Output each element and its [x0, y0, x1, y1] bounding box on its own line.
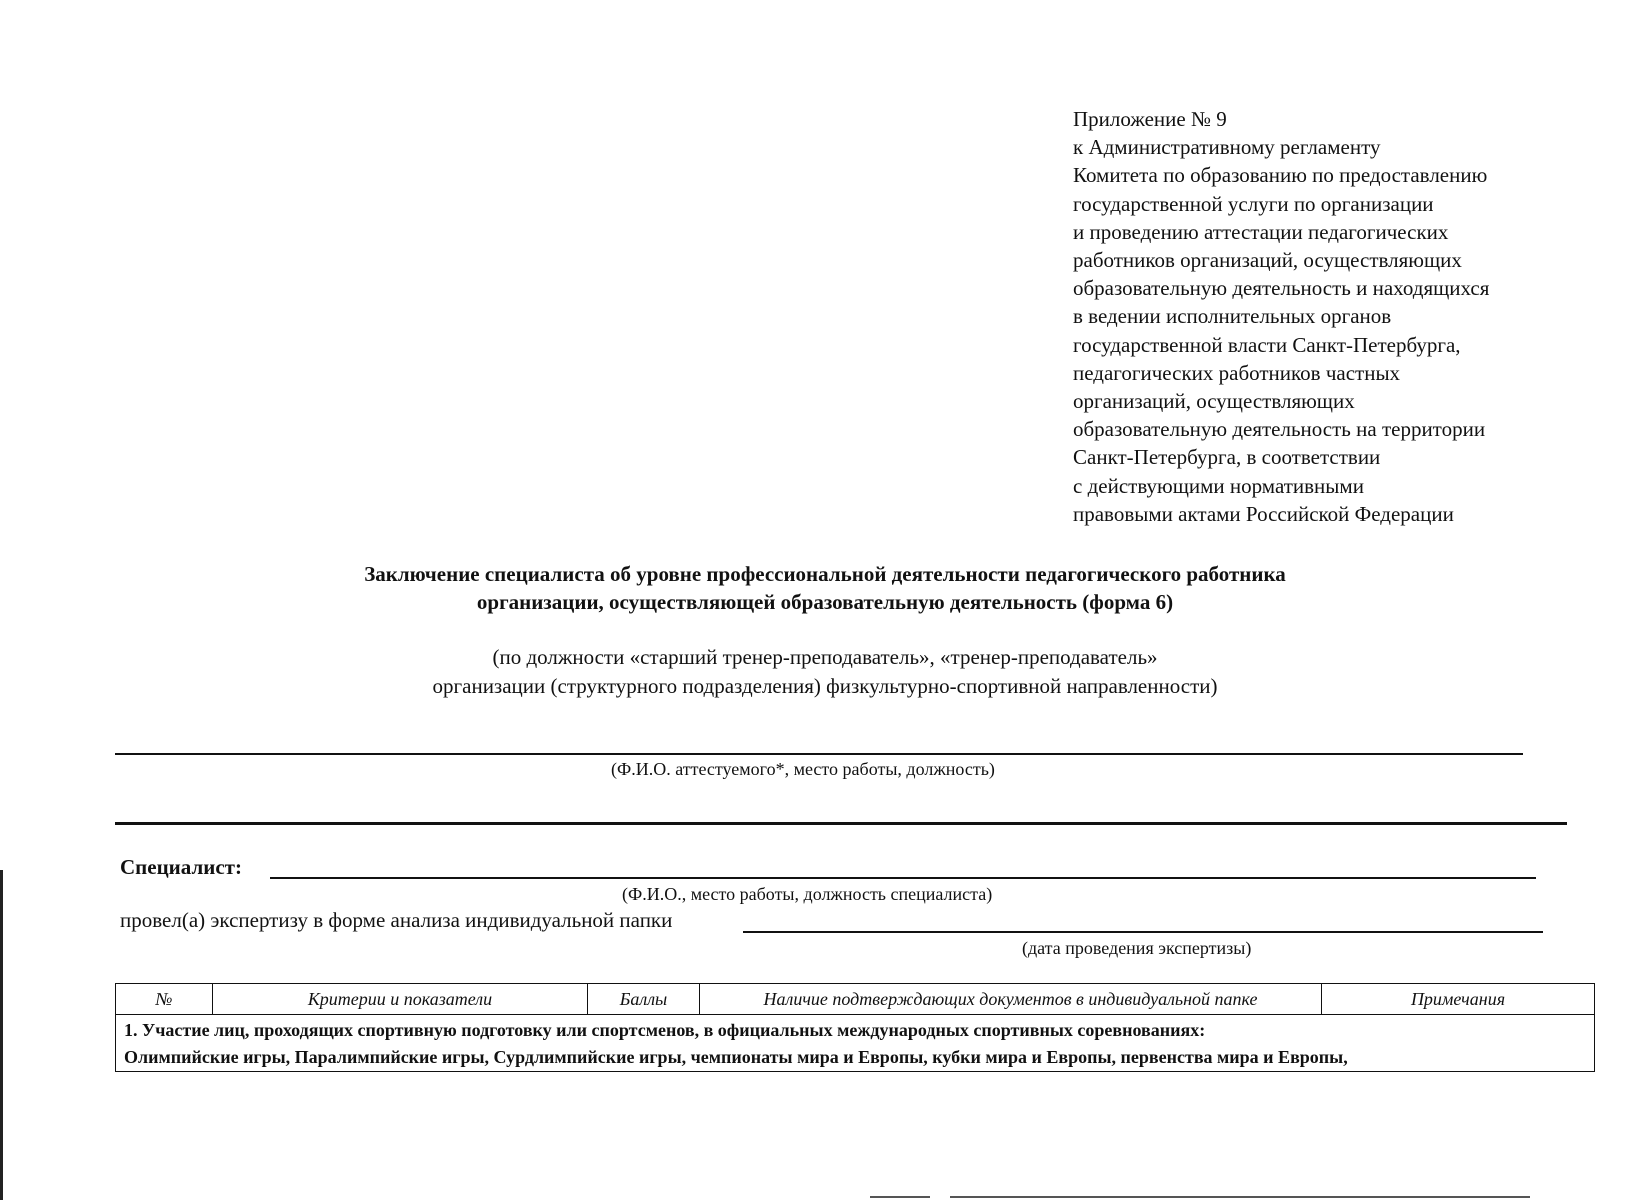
specialist-caption: (Ф.И.О., место работы, должность специалиста): [622, 884, 993, 904]
appendix-line: государственной услуги по организации: [1073, 191, 1434, 216]
attestee-caption: (Ф.И.О. аттестуемого*, место работы, должность): [611, 759, 995, 779]
separator-thick-line: [115, 822, 1567, 825]
specialist-label: Специалист:: [120, 855, 242, 879]
appendix-line: и проведению аттестации педагогических: [1073, 219, 1449, 244]
subtitle-line-1: (по должности «старший тренер-преподаватель», «тренер-преподаватель»: [492, 645, 1158, 669]
header-documents: Наличие подтверждающих документов в индивидуальной папке: [700, 984, 1322, 1015]
header-criteria: Критерии и показатели: [213, 984, 588, 1015]
appendix-line: Комитета по образованию по предоставлению: [1073, 163, 1488, 188]
appendix-line: в ведении исполнительных органов: [1073, 304, 1392, 329]
header-points: Баллы: [588, 984, 700, 1015]
expertise-date-line[interactable]: [743, 931, 1543, 933]
appendix-block: [1073, 105, 1613, 528]
header-number: №: [116, 984, 213, 1015]
appendix-line: правовыми актами Российской Федерации: [1073, 501, 1454, 526]
title-line-1: Заключение специалиста об уровне профессиональной деятельности педагогического работника: [364, 562, 1286, 586]
appendix-line: образовательную деятельность на территории: [1073, 417, 1486, 442]
table-row: [116, 1015, 1595, 1072]
appendix-line: с действующими нормативными: [1073, 473, 1364, 498]
section-1-cell: [116, 1015, 1595, 1072]
appendix-line: Приложение № 9: [1073, 107, 1227, 131]
document-title: [0, 560, 1633, 616]
criteria-table: [115, 983, 1595, 1072]
appendix-line: к Административному регламенту: [1073, 135, 1381, 160]
scan-artifact-line: [870, 1196, 930, 1198]
section-1-line-1: 1. Участие лиц, проходящих спортивную подготовку или спортсменов, в официальных международных спортивных соревнованиях:: [124, 1020, 1206, 1040]
expertise-text: провел(а) экспертизу в форме анализа индивидуальной папки: [120, 908, 673, 932]
header-notes: Примечания: [1322, 984, 1595, 1015]
appendix-line: работников организаций, осуществляющих: [1073, 248, 1462, 273]
appendix-line: педагогических работников частных: [1073, 360, 1401, 385]
title-line-2: организации, осуществляющей образовательную деятельность (форма 6): [476, 590, 1174, 614]
subtitle-line-2: организации (структурного подразделения) физкультурно-спортивной направленности): [432, 674, 1218, 698]
appendix-line: организаций, осуществляющих: [1073, 389, 1355, 414]
specialist-name-line[interactable]: [270, 877, 1536, 879]
section-1-line-2: Олимпийские игры, Паралимпийские игры, Сурдлимпийские игры, чемпионаты мира и Европы, кубки мира и Европы, первенства мира и Европы,: [124, 1047, 1348, 1067]
appendix-line: Санкт-Петербурга, в соответствии: [1073, 445, 1381, 470]
scan-artifact-line: [950, 1196, 1530, 1198]
table-header-row: [116, 984, 1595, 1015]
attestee-name-line[interactable]: [115, 753, 1523, 755]
appendix-line: государственной власти Санкт-Петербурга,: [1073, 332, 1461, 357]
date-caption: (дата проведения экспертизы): [1022, 938, 1252, 958]
scan-edge-mark: [0, 870, 3, 1200]
document-subtitle: [0, 643, 1633, 701]
appendix-line: образовательную деятельность и находящихся: [1073, 276, 1490, 301]
